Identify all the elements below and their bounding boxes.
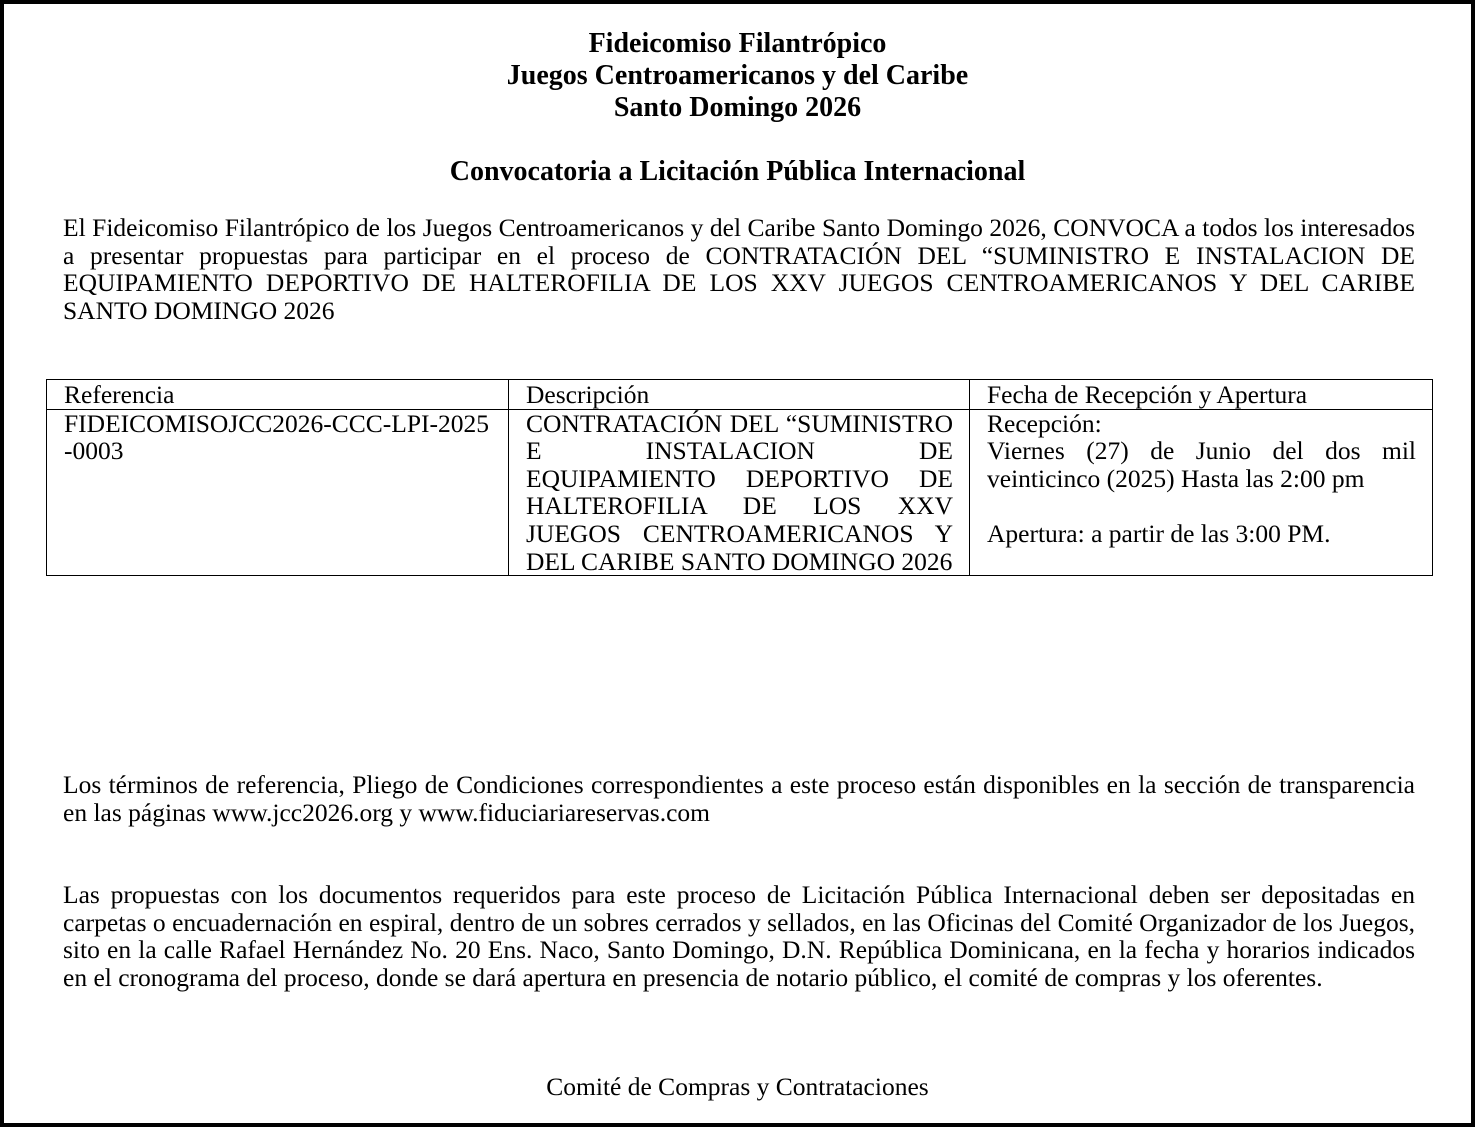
header-line-city-year: Santo Domingo 2026 — [613, 92, 862, 123]
signature-committee: Comité de Compras y Contrataciones — [546, 1072, 929, 1101]
reference-code: FIDEICOMISOJCC2026-CCC-LPI-2025-0003 — [64, 408, 490, 466]
table-row — [47, 409, 1433, 576]
spacer — [987, 492, 1416, 520]
header-dates: Fecha de Recepción y Apertura — [970, 380, 1433, 410]
header-reference: Referencia — [47, 380, 509, 410]
document-header — [0, 28, 1475, 124]
opening-time: Apertura: a partir de las 3:00 PM. — [987, 518, 1331, 548]
proposals-paragraph: Las propuestas con los documentos requeridos para este proceso de Licitación Pública Internacional deben ser depositadas en carpetas o encuadernación en espiral, dentro de un sobres cerrados y sellados, en las Oficinas del Comité Organizador de los Juegos, sito en la calle Rafael Hernández No. 20 Ens. Naco, Santo Domingo, D.N. República Dominicana, en la fecha y horarios indicados en el cronograma del proceso, donde se dará apertura en presencia de notario público, el comité de compras y los oferentes. — [63, 880, 1415, 992]
header-line-organization: Fideicomiso Filantrópico — [588, 28, 887, 59]
intro-paragraph: El Fideicomiso Filantrópico de los Juegos Centroamericanos y del Caribe Santo Domingo 2026, CONVOCA a todos los interesados a presentar propuestas para participar en el proceso de CONTRATACIÓN DEL “SUMINISTRO E INSTALACION DE EQUIPAMIENTO DEPORTIVO DE HALTEROFILIA DE LOS XXV JUEGOS CENTROAMERICANOS Y DEL CARIBE SANTO DOMINGO 2026 — [63, 213, 1415, 325]
cell-reference — [47, 409, 509, 576]
header-description: Descripción — [509, 380, 970, 410]
header-line-event: Juegos Centroamericanos y del Caribe — [506, 60, 969, 91]
table-header-row — [47, 380, 1433, 410]
tender-table — [46, 379, 1433, 576]
cell-description: CONTRATACIÓN DEL “SUMINISTRO E INSTALACION DE EQUIPAMIENTO DEPORTIVO DE HALTEROFILIA DE LOS XXV JUEGOS CENTROAMERICANOS Y DEL CARIBE SANTO DOMINGO 2026 — [509, 409, 970, 576]
cell-dates — [970, 409, 1433, 576]
terms-paragraph: Los términos de referencia, Pliego de Condiciones correspondientes a este proceso están disponibles en la sección de transparencia en las páginas www.jcc2026.org y www.fiduciariareservas.com — [63, 770, 1415, 827]
reception-deadline: Viernes (27) de Junio del dos mil veinticinco (2025) Hasta las 2:00 pm — [987, 436, 1416, 493]
document-title: Convocatoria a Licitación Pública Internacional — [449, 156, 1026, 187]
reception-label: Recepción: — [987, 408, 1102, 438]
